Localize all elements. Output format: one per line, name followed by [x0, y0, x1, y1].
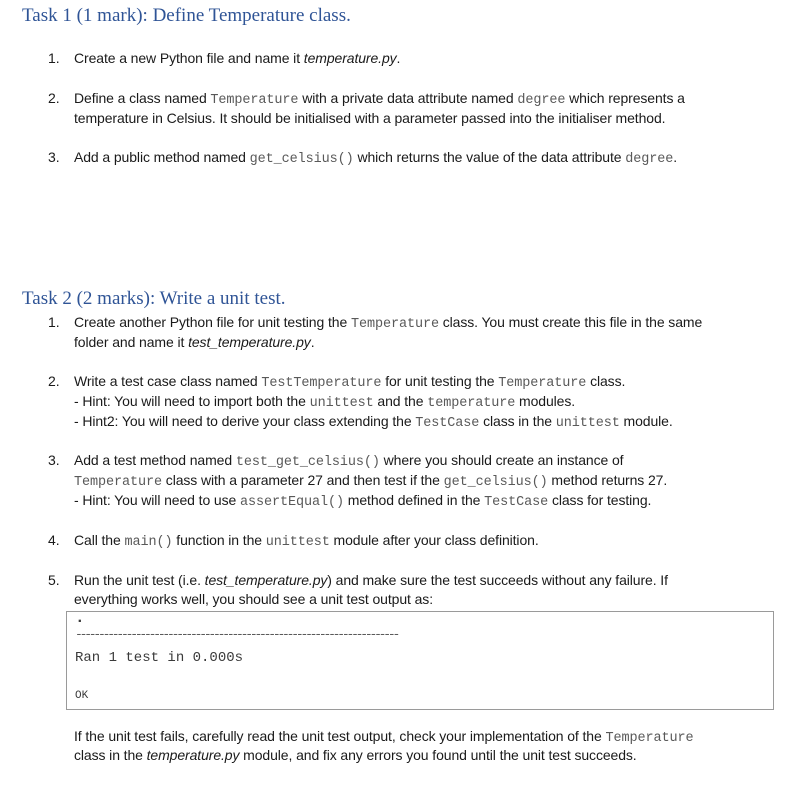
hint-line — [74, 413, 673, 431]
list-item — [74, 314, 702, 332]
text: class with a parameter 27 and then test if the — [162, 472, 444, 488]
list-number: 4. — [48, 532, 60, 548]
text: method returns 27. — [547, 472, 668, 488]
code-text: unittest — [309, 396, 374, 411]
filename: test_temperature.py — [188, 334, 311, 350]
text: with a private data attribute named — [298, 90, 518, 106]
output-ran-line: Ran 1 test in 0.000s — [75, 650, 244, 666]
text: - Hint: You will need to import both the — [74, 393, 310, 409]
code-text: Temperature — [605, 731, 694, 746]
filename: temperature.py — [303, 50, 397, 66]
list-item — [74, 50, 400, 66]
list-item-continuation: temperature in Celsius. It should be initialised with a parameter passed into the initialiser method. — [74, 110, 666, 126]
code-text: Temperature — [498, 376, 587, 391]
code-text: get_celsius() — [249, 152, 354, 167]
list-number: 3. — [48, 149, 60, 165]
text: Create another Python file for unit testing the — [74, 314, 351, 330]
output-ok: OK — [75, 690, 89, 702]
list-item — [74, 149, 677, 167]
output-dot: . — [75, 609, 85, 627]
text: class. You must create this file in the same — [438, 314, 703, 330]
text: If the unit test fails, carefully read the unit test output, check your implementation of the — [74, 728, 606, 744]
code-text: TestTemperature — [261, 376, 382, 391]
filename: test_temperature.py — [204, 572, 328, 588]
code-text: TestCase — [484, 495, 549, 510]
text: - Hint: You will need to use — [74, 492, 240, 508]
list-item-continuation — [74, 334, 314, 350]
code-text: unittest — [265, 535, 330, 550]
code-text: Temperature — [350, 317, 439, 332]
text: class for testing. — [548, 492, 652, 508]
text: Run the unit test (i.e. — [74, 572, 205, 588]
list-item — [74, 532, 539, 550]
list-number: 3. — [48, 452, 60, 468]
list-number: 2. — [48, 373, 60, 389]
text: where you should create an instance of — [379, 452, 624, 468]
text: Define a class named — [74, 90, 211, 106]
text: module. — [619, 413, 673, 429]
text: modules. — [515, 393, 576, 409]
text: Create a new Python file and name it — [74, 50, 304, 66]
text: Add a test method named — [74, 452, 236, 468]
list-number: 1. — [48, 314, 60, 330]
code-text: Temperature — [210, 93, 299, 108]
list-item — [74, 373, 625, 391]
code-text: degree — [625, 152, 674, 167]
code-text: test_get_celsius() — [235, 455, 380, 470]
text: which represents a — [565, 90, 685, 106]
code-text: get_celsius() — [443, 475, 548, 490]
text: folder and name it — [74, 334, 189, 350]
code-text: assertEqual() — [239, 495, 345, 510]
filename: temperature.py — [146, 747, 240, 763]
footer-text — [74, 747, 637, 763]
list-item-continuation — [74, 472, 667, 490]
unittest-output-box — [66, 611, 774, 710]
text: function in the — [172, 532, 266, 548]
list-item — [74, 572, 668, 588]
text: for unit testing the — [381, 373, 499, 389]
text: . — [673, 149, 678, 165]
list-item-continuation: everything works well, you should see a unit test output as: — [74, 591, 433, 607]
text: Add a public method named — [74, 149, 250, 165]
text: which returns the value of the data attribute — [353, 149, 626, 165]
text: class in the — [74, 747, 147, 763]
text: - Hint2: You will need to derive your class extending the — [74, 413, 416, 429]
text: class. — [586, 373, 626, 389]
text: module, and fix any errors you found until the unit test succeeds. — [239, 747, 637, 763]
code-text: temperature — [427, 396, 516, 411]
text: . — [396, 50, 401, 66]
text: class in the — [479, 413, 556, 429]
code-text: main() — [124, 535, 173, 550]
list-item — [74, 452, 623, 470]
text: method defined in the — [344, 492, 485, 508]
text: Call the — [74, 532, 125, 548]
list-item — [74, 90, 685, 108]
list-number: 1. — [48, 50, 60, 66]
list-number: 2. — [48, 90, 60, 106]
code-text: unittest — [555, 416, 620, 431]
text: module after your class definition. — [329, 532, 539, 548]
task2-heading: Task 2 (2 marks): Write a unit test. — [22, 288, 286, 309]
text: . — [310, 334, 315, 350]
text: Write a test case class named — [74, 373, 262, 389]
footer-text — [74, 728, 693, 746]
code-text: Temperature — [74, 475, 163, 490]
text: and the — [373, 393, 428, 409]
output-separator: ---------------------------------------------------------------------- — [75, 627, 398, 642]
code-text: degree — [517, 93, 566, 108]
task1-heading: Task 1 (1 mark): Define Temperature class. — [22, 5, 351, 26]
code-text: TestCase — [415, 416, 480, 431]
hint-line — [74, 492, 651, 510]
list-number: 5. — [48, 572, 60, 588]
text: ) and make sure the test succeeds without any failure. If — [327, 572, 668, 588]
hint-line — [74, 393, 575, 411]
